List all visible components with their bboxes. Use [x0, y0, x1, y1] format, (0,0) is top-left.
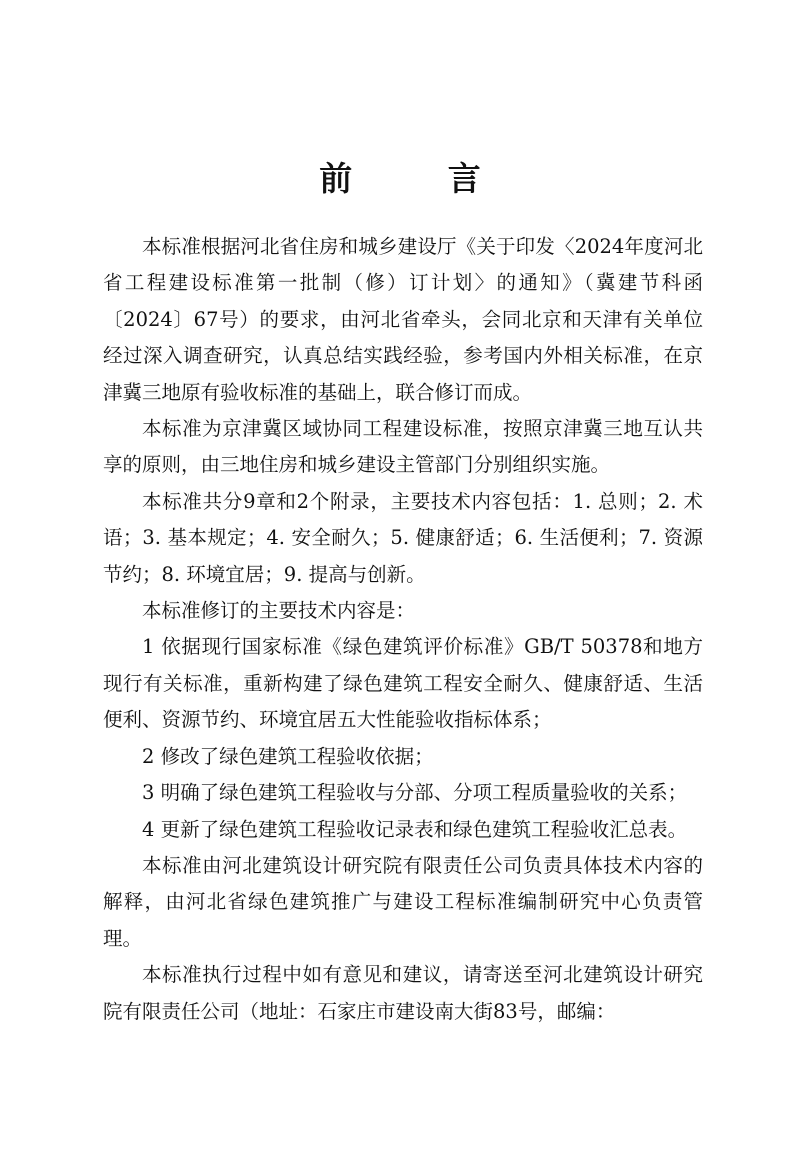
revision-item-1: 1 依据现行国家标准《绿色建筑评价标准》GB/T 50378和地方现行有关标准，重新构建了绿色建筑工程安全耐久、健康舒适、生活便利、资源节约、环境宜居五大性能验收指标体系；	[103, 635, 703, 732]
paragraph-interpretation: 本标准由河北建筑设计研究院有限责任公司负责具体技术内容的解释，由河北省绿色建筑推广与建设工程标准编制研究中心负责管理。	[103, 853, 703, 950]
paragraph-implementation: 本标准为京津冀区域协同工程建设标准，按照京津冀三地互认共享的原则，由三地住房和城乡建设主管部门分别组织实施。	[103, 417, 703, 477]
paragraph-chapters: 本标准共分9章和2个附录，主要技术内容包括：1. 总则；2. 术语；3. 基本规定；4. 安全耐久；5. 健康舒适；6. 生活便利；7. 资源节约；8. 环境宜居；9. 提高与创新。	[103, 489, 703, 586]
revision-item-2: 2 修改了绿色建筑工程验收依据；	[142, 744, 434, 768]
preface-body	[103, 229, 703, 1030]
paragraph-basis: 本标准根据河北省住房和城乡建设厅《关于印发〈2024年度河北省工程建设标准第一批制（修）订计划〉的通知》（冀建节科函〔2024〕67号）的要求，由河北省牵头，会同北京和天津有关单位经过深入调查研究，认真总结实践经验，参考国内外相关标准，在京津冀三地原有验收标准的基础上，联合修订而成。	[103, 235, 703, 404]
paragraph-revision-intro: 本标准修订的主要技术内容是：	[142, 599, 416, 623]
paragraph-feedback: 本标准执行过程中如有意见和建议，请寄送至河北建筑设计研究院有限责任公司（地址：石家庄市建设南大街83号，邮编：	[103, 963, 703, 1023]
revision-item-4: 4 更新了绿色建筑工程验收记录表和绿色建筑工程验收汇总表。	[142, 817, 688, 841]
page-title: 前 言	[319, 159, 523, 198]
revision-item-3: 3 明确了绿色建筑工程验收与分部、分项工程质量验收的关系；	[142, 781, 688, 805]
